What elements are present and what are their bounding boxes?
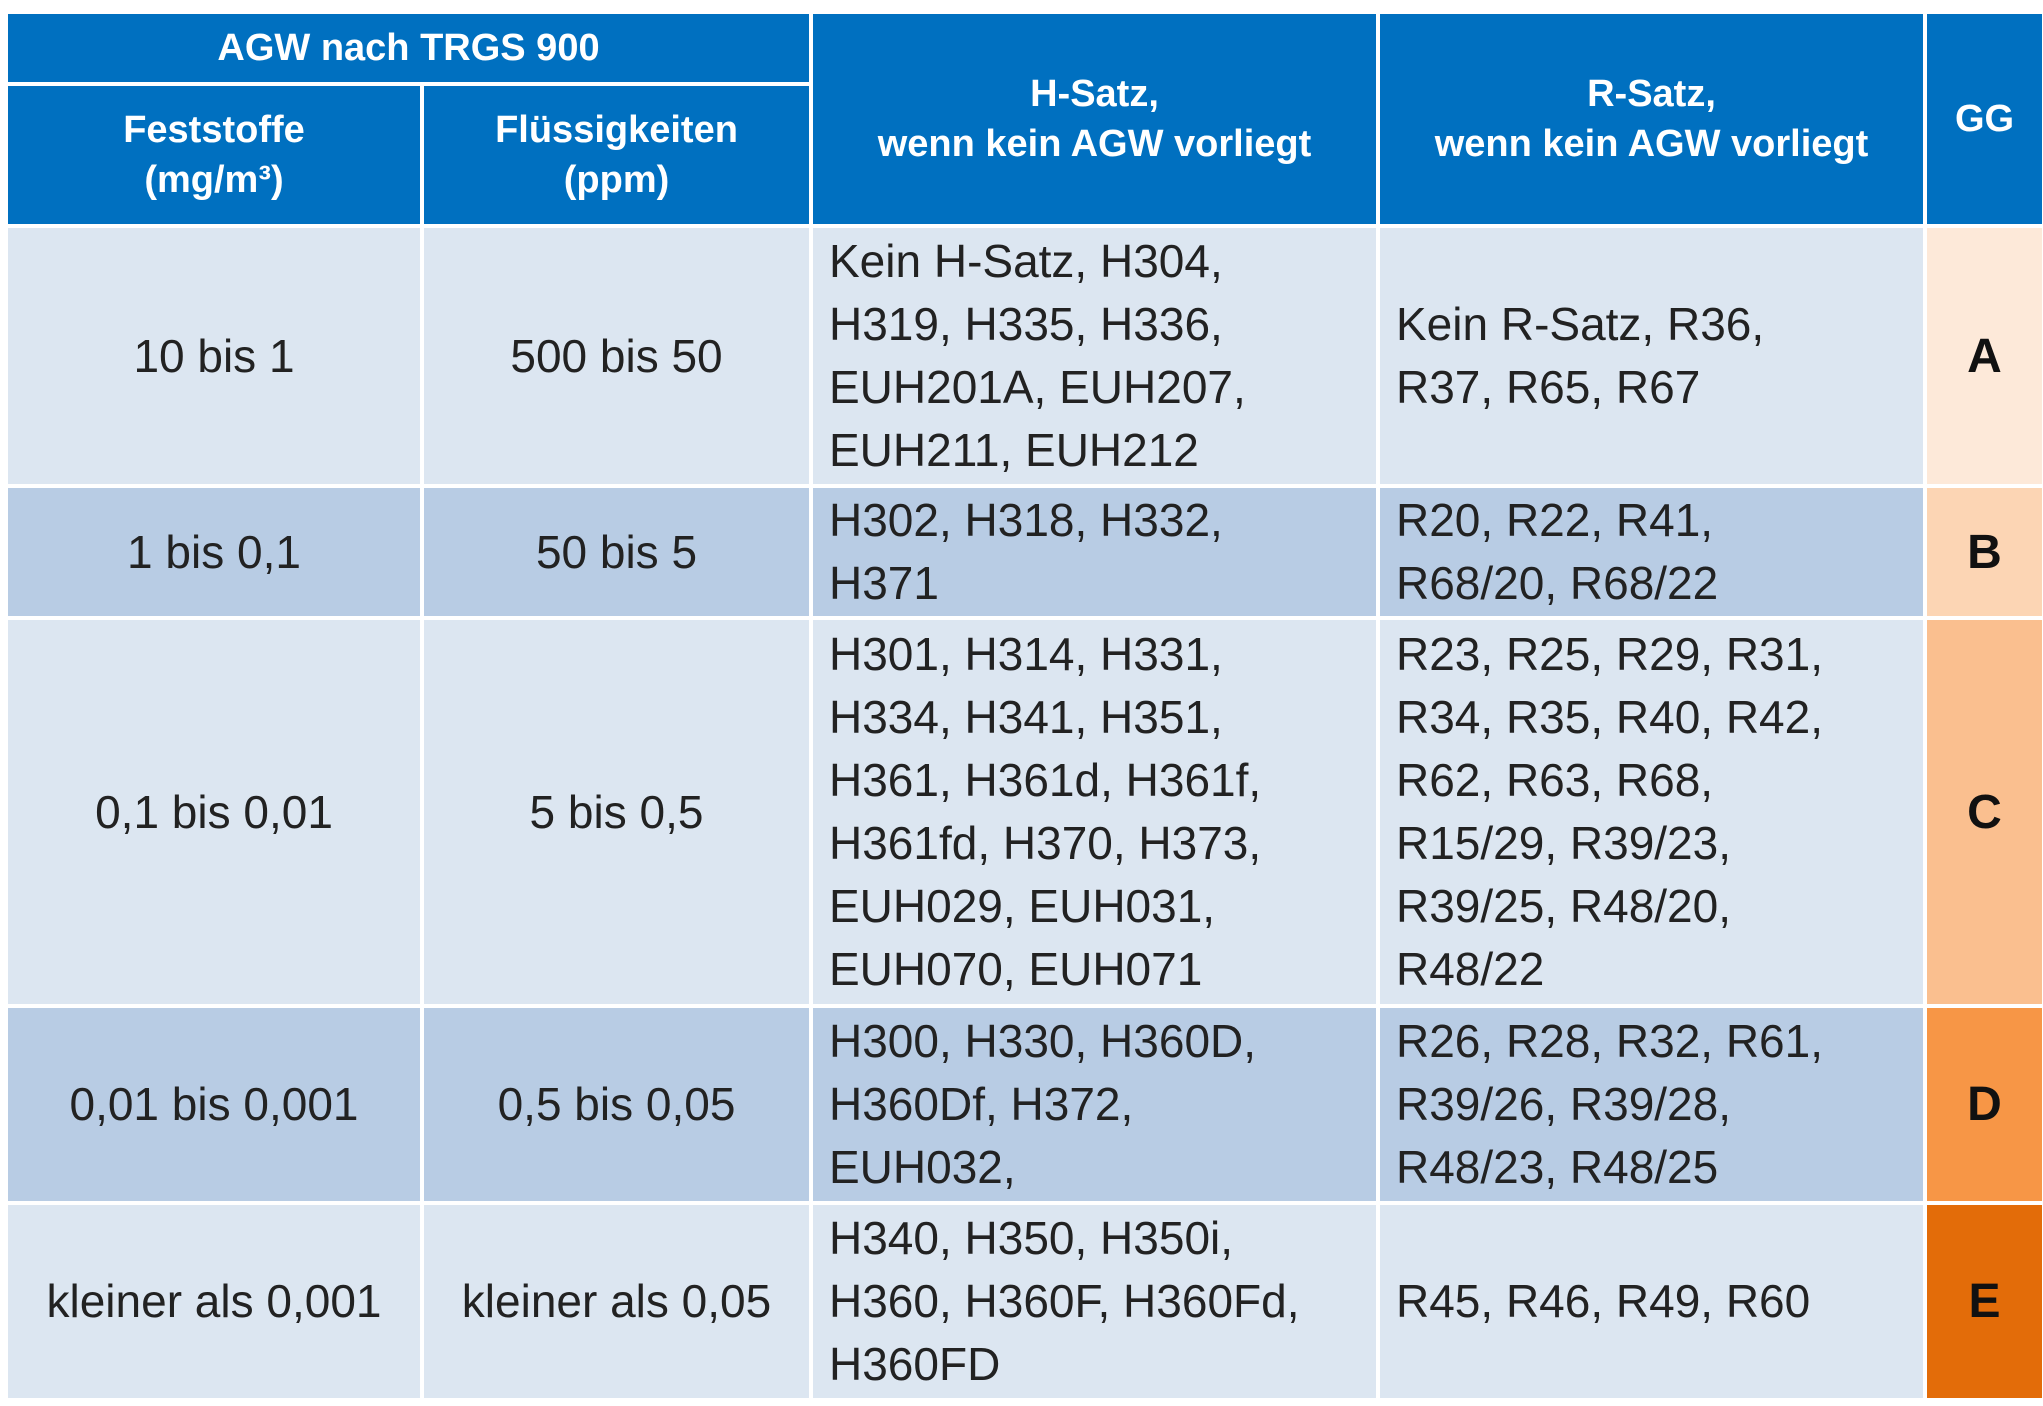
gg-label: A bbox=[1967, 329, 2002, 383]
cell-text: H301, H314, H331, H334, H341, H351, H361, H361d, H361f, H361fd, H370, H373, EUH029, EUH031, EUH070, EUH071 bbox=[829, 628, 1262, 995]
table-row-e-feststoffe bbox=[8, 1205, 420, 1398]
cell-text: Kein H-Satz, H304, H319, H335, H336, EUH201A, EUH207, EUH211, EUH212 bbox=[829, 235, 1246, 476]
table-row-a-feststoffe bbox=[8, 228, 420, 484]
header-fluessigkeiten-line1: Flüssigkeiten bbox=[495, 109, 738, 151]
table-row-c-fluessigkeiten bbox=[424, 620, 809, 1004]
table-row-e-fluessigkeiten bbox=[424, 1205, 809, 1398]
header-r-satz-line1: R-Satz, bbox=[1587, 73, 1716, 115]
table-row-d-h-satz bbox=[813, 1008, 1376, 1201]
header-h-satz bbox=[813, 14, 1376, 224]
header-r-satz bbox=[1380, 14, 1923, 224]
cell-text: 0,01 bis 0,001 bbox=[69, 1078, 359, 1130]
header-fluessigkeiten-line2: (ppm) bbox=[563, 159, 670, 201]
gg-cell-d bbox=[1927, 1008, 2042, 1201]
cell-text: R45, R46, R49, R60 bbox=[1396, 1275, 1811, 1327]
table-row-d-r-satz bbox=[1380, 1008, 1923, 1201]
gg-cell-e bbox=[1927, 1205, 2042, 1398]
table-row-e-r-satz bbox=[1380, 1205, 1923, 1398]
header-gg bbox=[1927, 14, 2042, 224]
cell-text: H300, H330, H360D, H360Df, H372, EUH032, bbox=[829, 1015, 1257, 1193]
cell-text: kleiner als 0,05 bbox=[461, 1275, 772, 1327]
header-h-satz-line1: H-Satz, bbox=[1030, 73, 1159, 115]
table-row-b-h-satz bbox=[813, 488, 1376, 616]
header-r-satz-line2: wenn kein AGW vorliegt bbox=[1434, 123, 1869, 165]
cell-text: 1 bis 0,1 bbox=[127, 525, 301, 578]
cell-text: 50 bis 5 bbox=[535, 525, 698, 578]
header-agw-group bbox=[8, 14, 809, 82]
gg-cell-b bbox=[1927, 488, 2042, 616]
header-h-satz-line2: wenn kein AGW vorliegt bbox=[877, 123, 1312, 165]
cell-text: 10 bis 1 bbox=[133, 329, 295, 382]
gg-label: E bbox=[1968, 1275, 2001, 1328]
table-row-a-fluessigkeiten bbox=[424, 228, 809, 484]
header-feststoffe bbox=[8, 86, 420, 224]
cell-text: kleiner als 0,001 bbox=[46, 1275, 382, 1327]
header-fluessigkeiten bbox=[424, 86, 809, 224]
cell-text: R20, R22, R41, R68/20, R68/22 bbox=[1396, 494, 1719, 609]
cell-text: Kein R-Satz, R36, R37, R65, R67 bbox=[1396, 298, 1765, 413]
gg-label: B bbox=[1967, 525, 2002, 579]
header-agw-group-label: AGW nach TRGS 900 bbox=[217, 27, 600, 69]
gefahrgruppen-table bbox=[8, 14, 2034, 1390]
cell-text: 0,1 bis 0,01 bbox=[95, 785, 333, 838]
header-feststoffe-line1: Feststoffe bbox=[123, 109, 305, 151]
cell-text: 500 bis 50 bbox=[510, 329, 723, 382]
gg-cell-a bbox=[1927, 228, 2042, 484]
cell-text: H340, H350, H350i, H360, H360F, H360Fd, H360FD bbox=[829, 1212, 1300, 1390]
table-row-b-r-satz bbox=[1380, 488, 1923, 616]
table-row-d-fluessigkeiten bbox=[424, 1008, 809, 1201]
table-row-c-h-satz bbox=[813, 620, 1376, 1004]
cell-text: R26, R28, R32, R61, R39/26, R39/28, R48/23, R48/25 bbox=[1396, 1015, 1824, 1193]
cell-text: 0,5 bis 0,05 bbox=[497, 1078, 736, 1130]
cell-text: R23, R25, R29, R31, R34, R35, R40, R42, R62, R63, R68, R15/29, R39/23, R39/25, R48/20, R48/22 bbox=[1396, 628, 1824, 995]
table-row-a-h-satz bbox=[813, 228, 1376, 484]
table-row-c-r-satz bbox=[1380, 620, 1923, 1004]
header-gg-label: GG bbox=[1954, 98, 2015, 140]
cell-text: H302, H318, H332, H371 bbox=[829, 494, 1223, 609]
gg-cell-c bbox=[1927, 620, 2042, 1004]
table-row-c-feststoffe bbox=[8, 620, 420, 1004]
table-row-b-feststoffe bbox=[8, 488, 420, 616]
table-row-b-fluessigkeiten bbox=[424, 488, 809, 616]
table-row-a-r-satz bbox=[1380, 228, 1923, 484]
cell-text: 5 bis 0,5 bbox=[529, 785, 704, 838]
table-row-d-feststoffe bbox=[8, 1008, 420, 1201]
gg-label: D bbox=[1967, 1078, 2002, 1131]
gg-label: C bbox=[1967, 785, 2002, 839]
header-feststoffe-line2: (mg/m³) bbox=[144, 159, 284, 201]
table-row-e-h-satz bbox=[813, 1205, 1376, 1398]
